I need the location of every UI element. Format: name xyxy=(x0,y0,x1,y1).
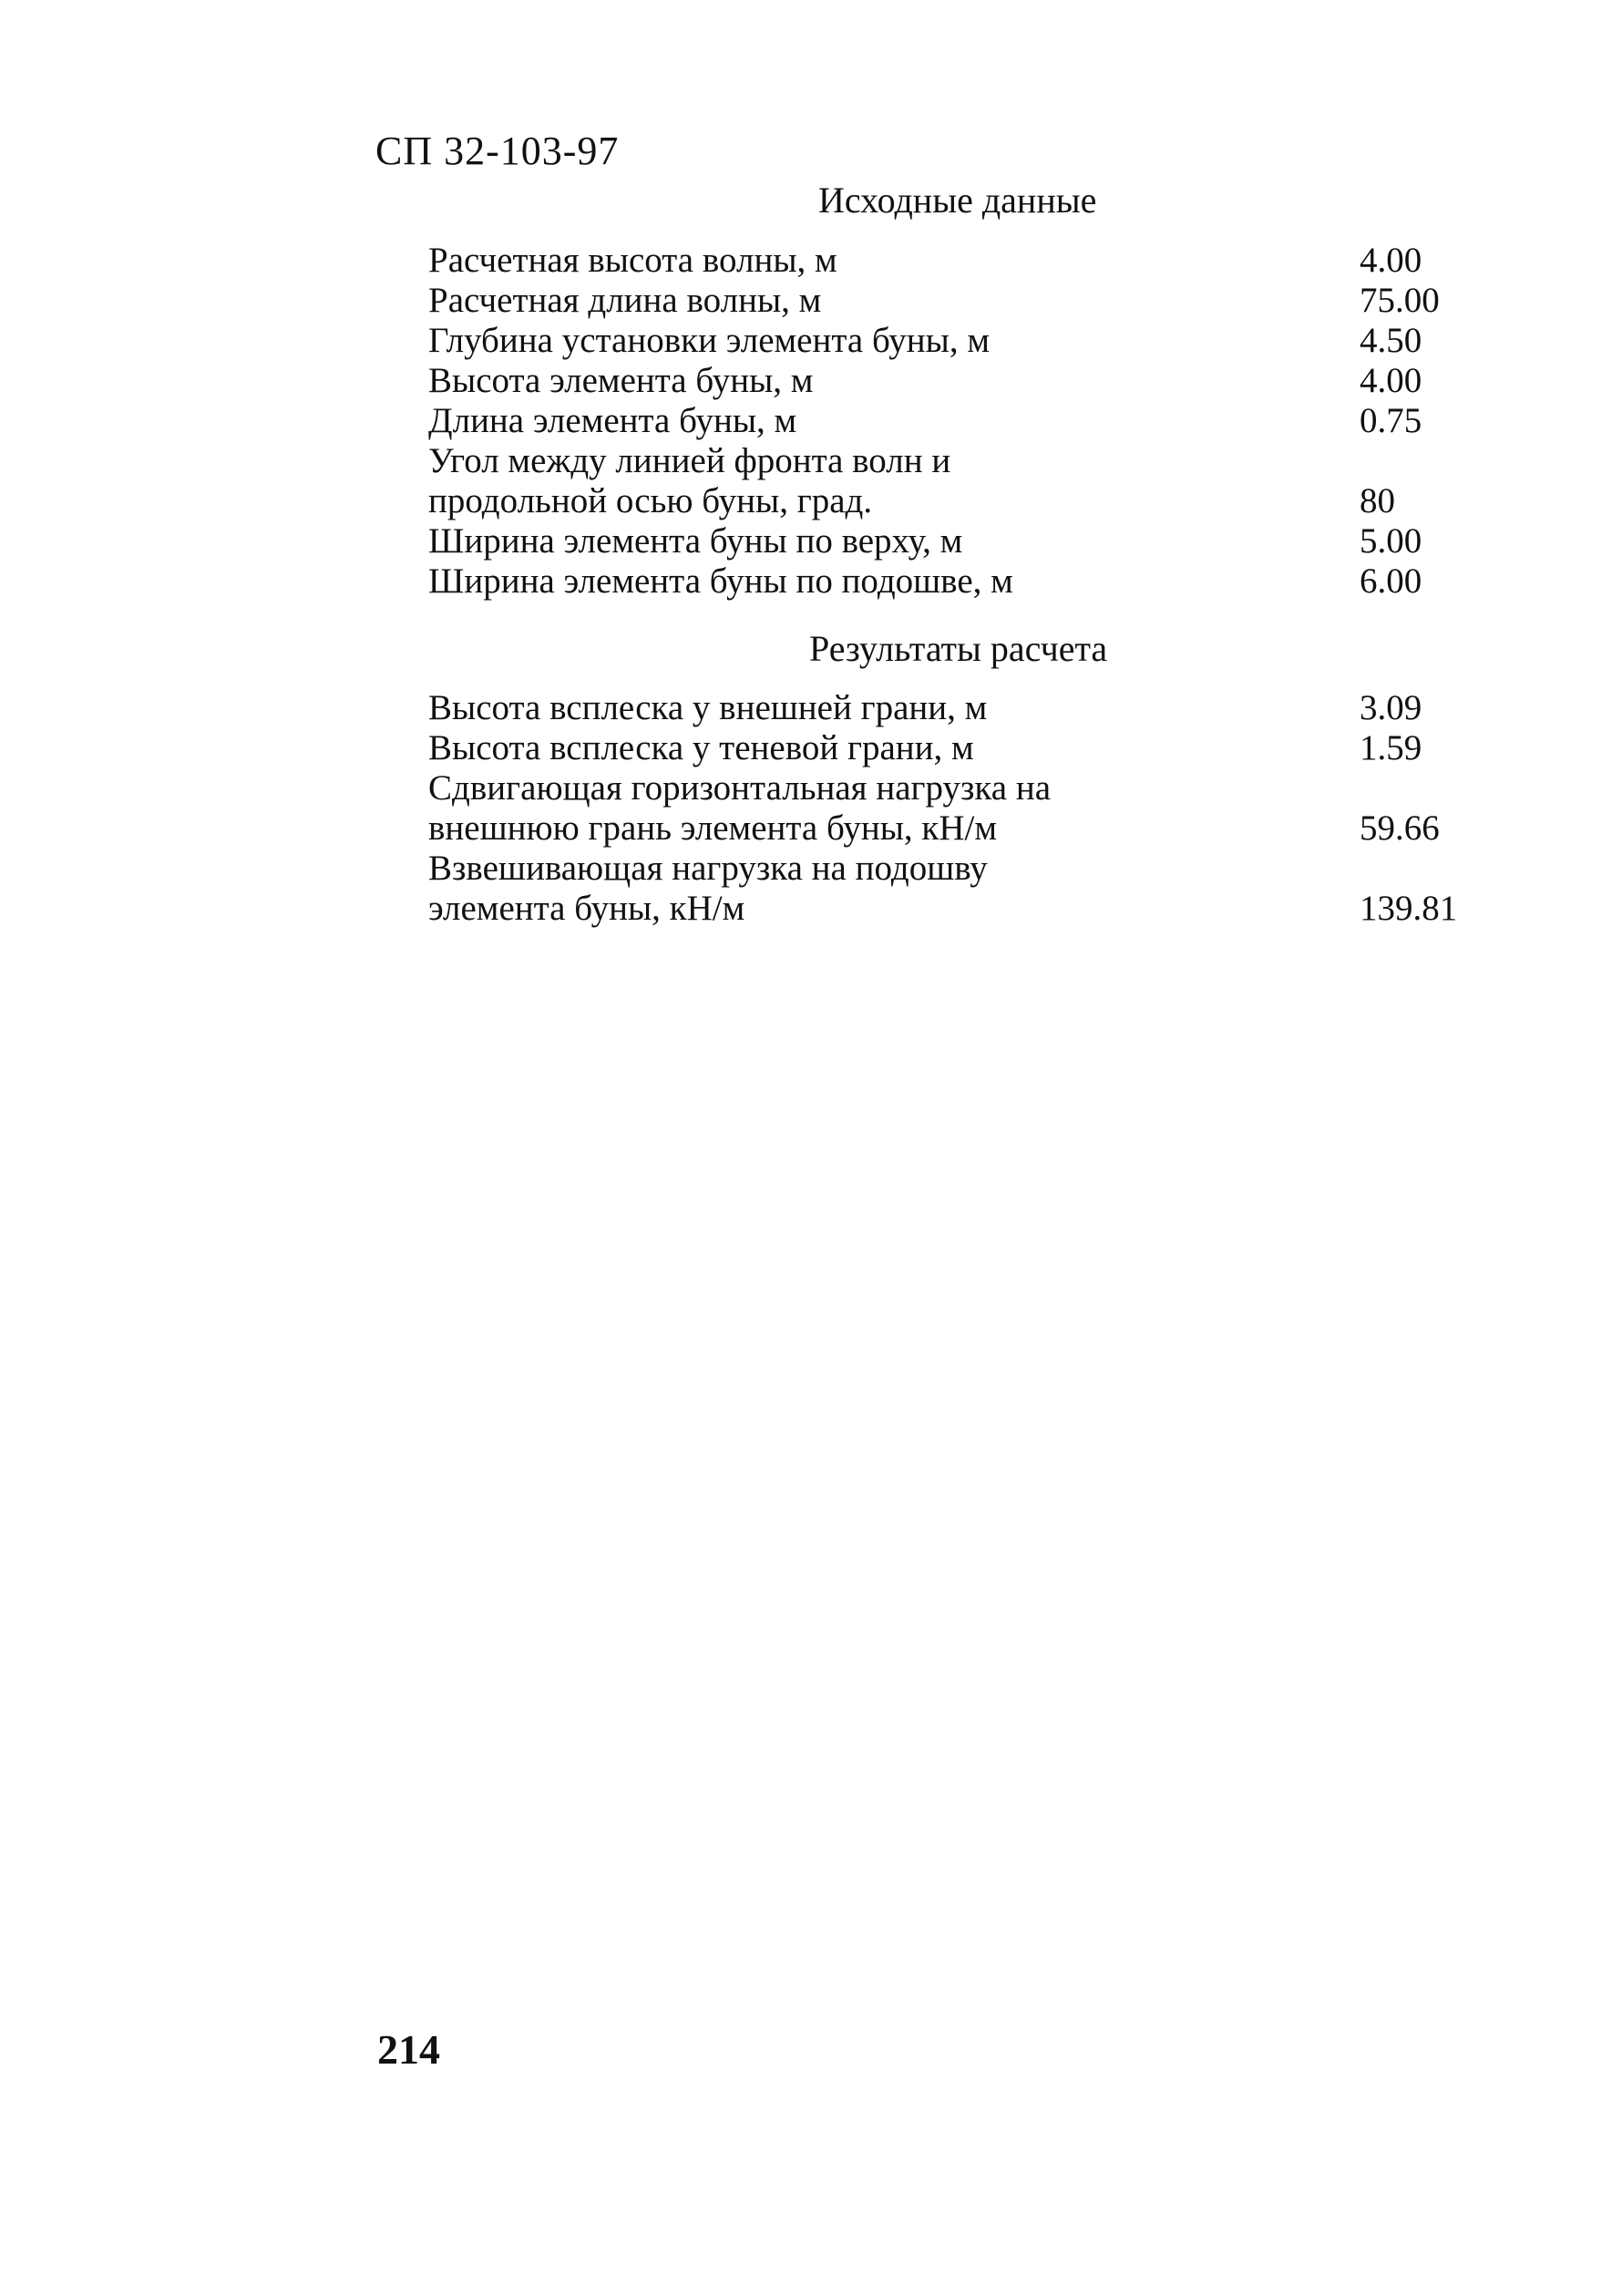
row-value: 4.50 xyxy=(1360,321,1422,360)
table-row xyxy=(428,441,1485,481)
input-data-table xyxy=(428,241,1485,602)
table-row xyxy=(428,321,1485,361)
table-row xyxy=(428,889,1485,929)
table-row xyxy=(428,401,1485,441)
table-row xyxy=(428,768,1485,808)
row-value: 59.66 xyxy=(1360,808,1440,848)
row-value: 75.00 xyxy=(1360,281,1440,320)
table-row xyxy=(428,728,1485,768)
results-table xyxy=(428,688,1485,929)
table-row xyxy=(428,808,1485,849)
row-label: Расчетная высота волны, м xyxy=(428,241,837,280)
row-label: Ширина элемента буны по верху, м xyxy=(428,521,963,561)
row-value: 3.09 xyxy=(1360,688,1422,727)
row-label: Высота всплеска у теневой грани, м xyxy=(428,728,974,767)
table-row xyxy=(428,561,1485,602)
table-row xyxy=(428,481,1485,521)
table-row xyxy=(428,361,1485,401)
table-row xyxy=(428,281,1485,321)
row-label: элемента буны, кН/м xyxy=(428,889,745,928)
row-label: Угол между линией фронта волн и xyxy=(428,441,951,480)
table-row xyxy=(428,521,1485,561)
row-label: Высота элемента буны, м xyxy=(428,361,814,400)
page-number: 214 xyxy=(377,2026,440,2073)
table-row xyxy=(428,688,1485,728)
row-value: 1.59 xyxy=(1360,728,1422,767)
row-value: 6.00 xyxy=(1360,561,1422,601)
row-value: 0.75 xyxy=(1360,401,1422,440)
row-label: Расчетная длина волны, м xyxy=(428,281,822,320)
row-label: Сдвигающая горизонтальная нагрузка на xyxy=(428,768,1052,808)
row-label: внешнюю грань элемента буны, кН/м xyxy=(428,808,998,848)
row-label: Взвешивающая нагрузка на подошву xyxy=(428,849,988,888)
table-row xyxy=(428,849,1485,889)
row-label: Ширина элемента буны по подошве, м xyxy=(428,561,1013,601)
row-label: Глубина установки элемента буны, м xyxy=(428,321,991,360)
table-row xyxy=(428,241,1485,281)
row-label: Длина элемента буны, м xyxy=(428,401,797,440)
input-data-heading: Исходные данные xyxy=(818,180,1097,221)
row-value: 4.00 xyxy=(1360,361,1422,400)
row-label: продольной осью буны, град. xyxy=(428,481,873,520)
row-value: 139.81 xyxy=(1360,889,1458,928)
results-heading: Результаты расчета xyxy=(809,628,1108,669)
row-value: 4.00 xyxy=(1360,241,1422,280)
row-value: 80 xyxy=(1360,481,1395,520)
row-label: Высота всплеска у внешней грани, м xyxy=(428,688,988,727)
row-value: 5.00 xyxy=(1360,521,1422,561)
document-code: СП 32-103-97 xyxy=(375,129,620,173)
